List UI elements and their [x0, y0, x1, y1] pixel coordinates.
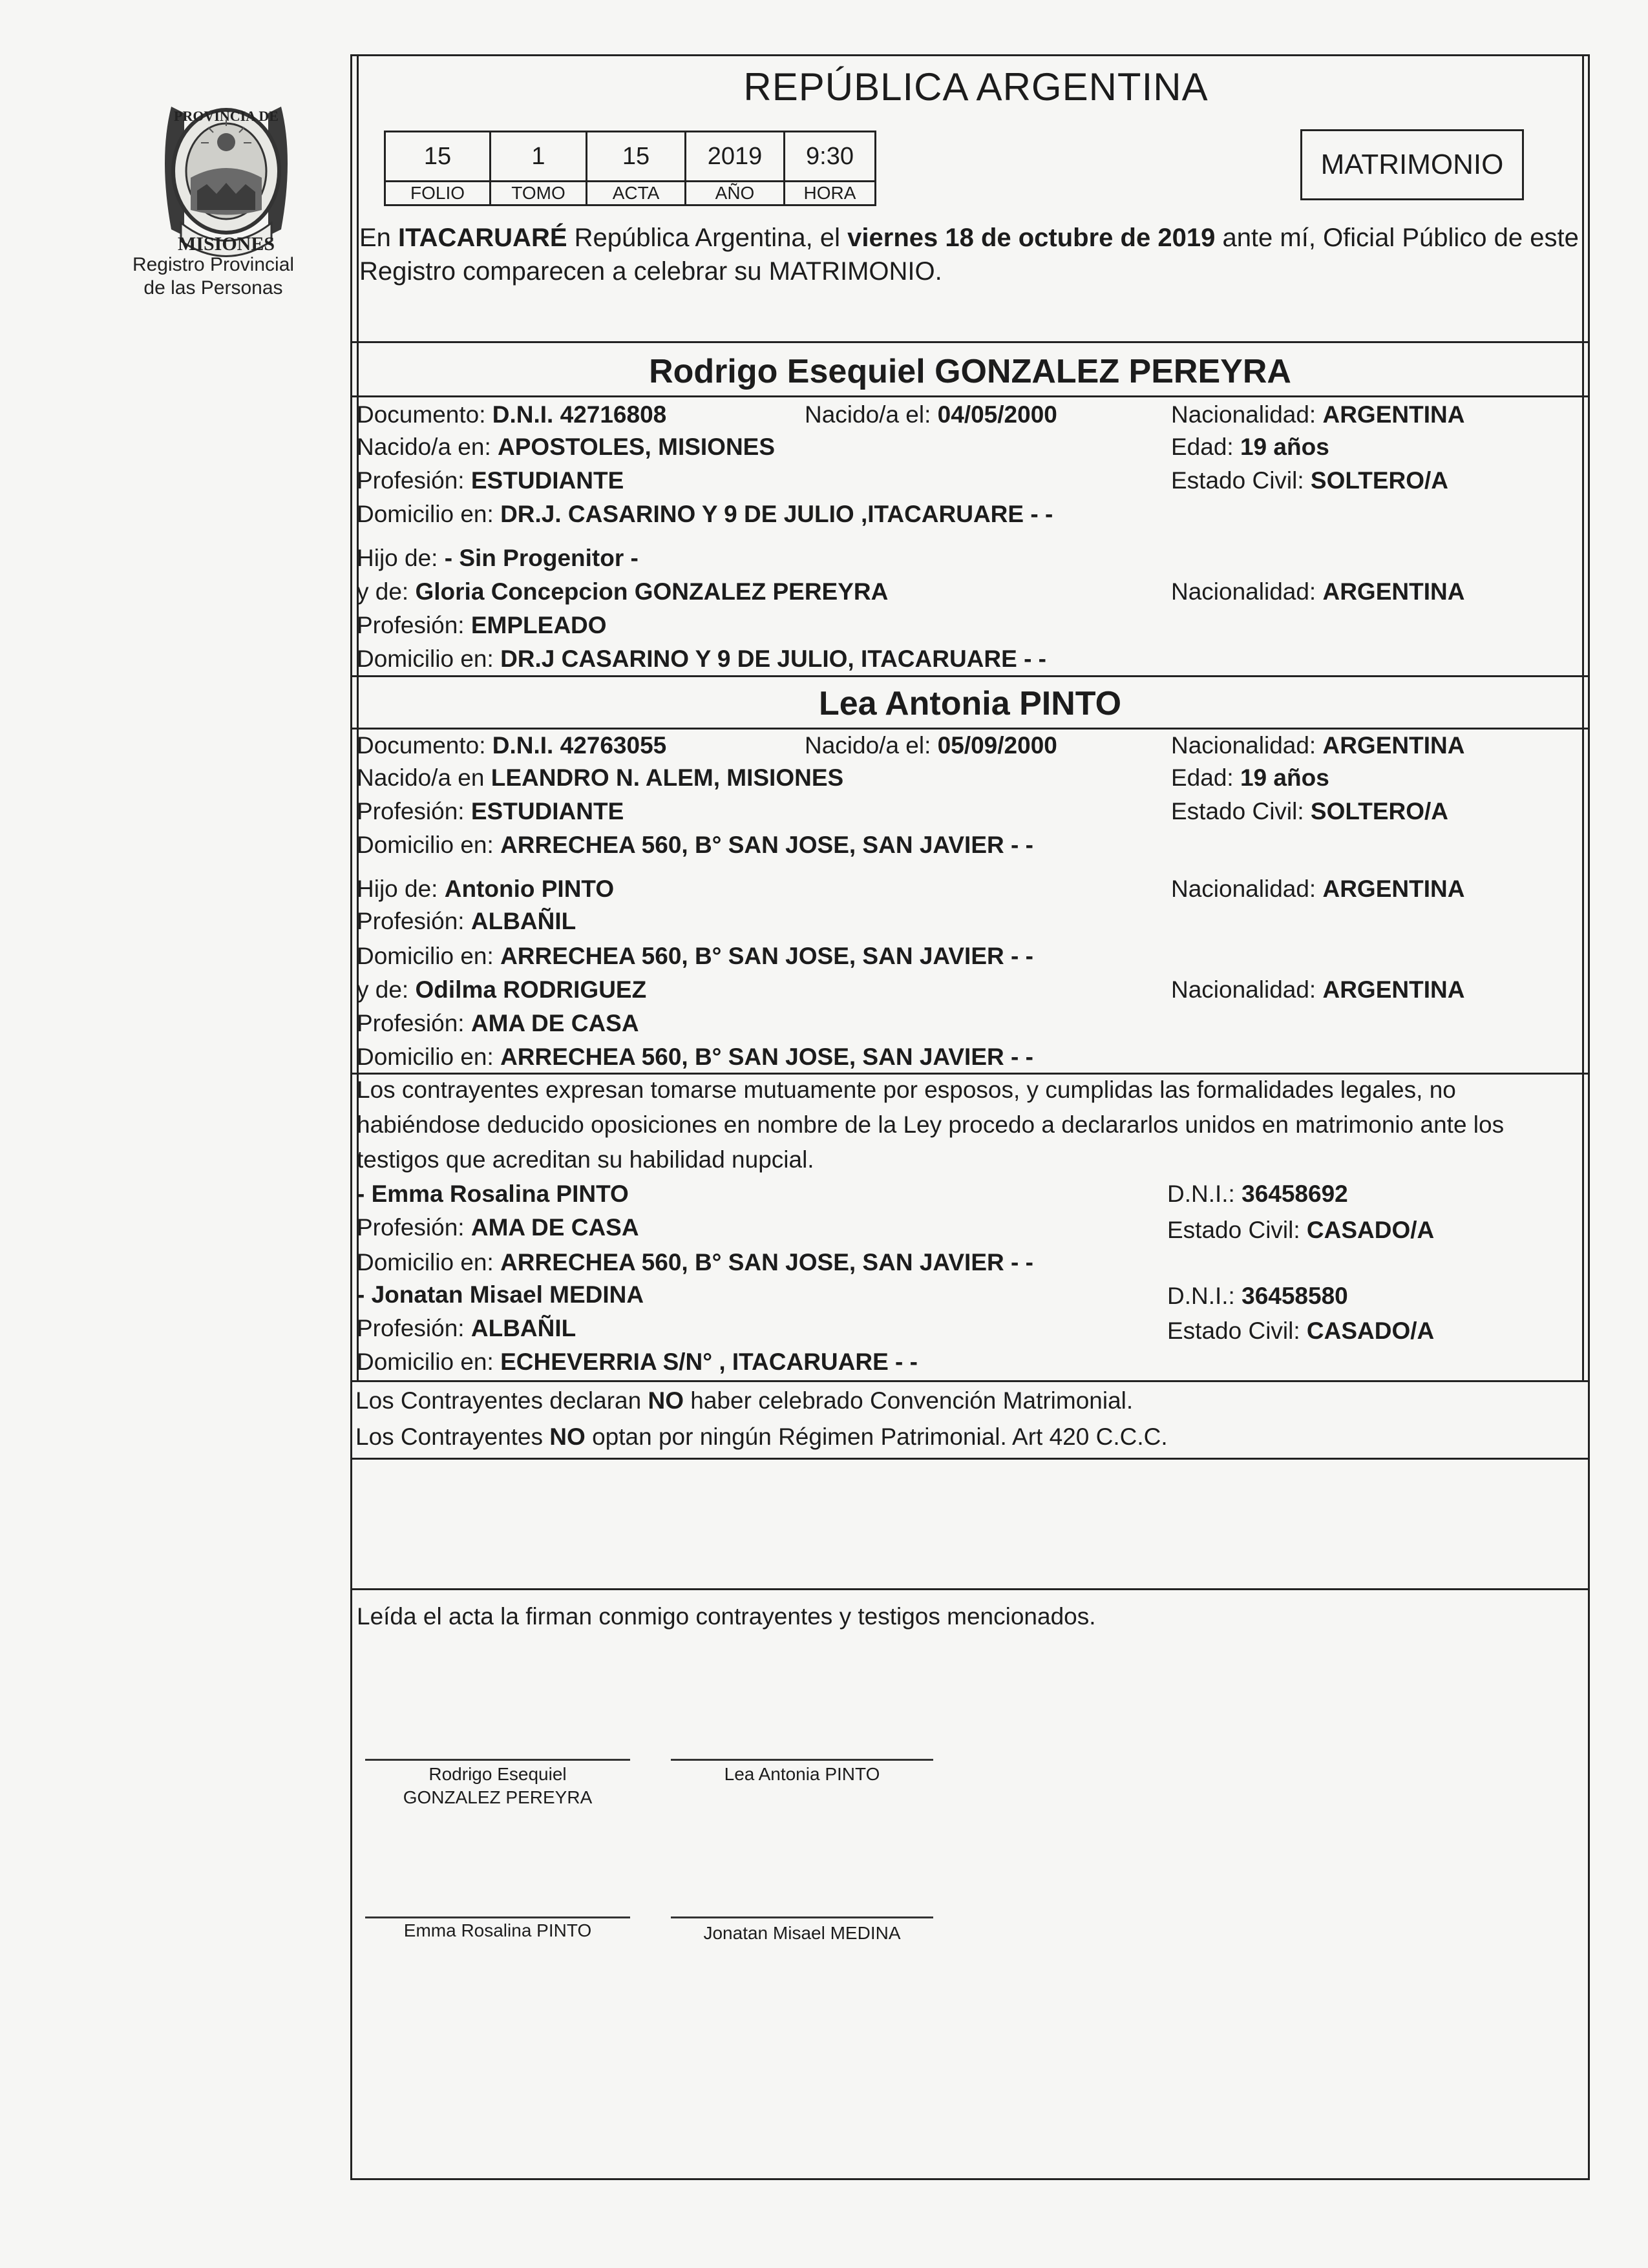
- field-value: D.N.I. 42763055: [492, 732, 667, 759]
- divider: [352, 341, 1588, 343]
- field-label: Profesión:: [357, 1214, 471, 1241]
- field-label: Nacido/a en: [357, 764, 491, 791]
- spouse1-age: [1171, 433, 1329, 461]
- record-reference-table: [384, 131, 876, 206]
- spouse1-mother-profession: [357, 611, 607, 640]
- regime-statement: [355, 1423, 1168, 1451]
- signature-line: [365, 1759, 630, 1761]
- field-label: Estado Civil:: [1167, 1318, 1307, 1344]
- witness2-name: - Jonatan Misael MEDINA: [357, 1281, 644, 1308]
- field-value: APOSTOLES, MISIONES: [498, 434, 776, 460]
- closing-statement: Leída el acta la firman conmigo contrayentes y testigos mencionados.: [357, 1603, 1096, 1630]
- field-label: y de:: [357, 976, 416, 1003]
- registry-name: [103, 253, 323, 300]
- spouse2-civil-status: [1171, 797, 1448, 826]
- spouse1-civil-status: [1171, 467, 1448, 495]
- regime-text: Los Contrayentes: [355, 1423, 550, 1450]
- field-label: Documento:: [357, 732, 492, 759]
- field-value: Antonio PINTO: [444, 876, 615, 902]
- field-value: LEANDRO N. ALEM, MISIONES: [491, 764, 844, 791]
- field-value: ARRECHEA 560, B° SAN JOSE, SAN JAVIER - -: [500, 943, 1033, 969]
- field-value: - Sin Progenitor -: [444, 545, 639, 571]
- field-value: Gloria Concepcion GONZALEZ PEREYRA: [415, 578, 889, 605]
- spouse1-document: [357, 401, 666, 429]
- field-label: Domicilio en:: [357, 1044, 501, 1070]
- spouse2-mother: [357, 976, 646, 1004]
- record-type-box: MATRIMONIO: [1300, 129, 1524, 200]
- field-value: 36458692: [1241, 1181, 1348, 1207]
- field-value: 36458580: [1241, 1283, 1348, 1309]
- registry-name-line1: Registro Provincial: [132, 254, 295, 275]
- field-label: Profesión:: [357, 908, 471, 934]
- spouse2-nationality: [1171, 731, 1464, 760]
- acta-value: 15: [587, 132, 686, 182]
- divider: [352, 728, 1588, 730]
- spouse1-mother: [357, 578, 888, 606]
- field-value: DR.J CASARINO Y 9 DE JULIO, ITACARUARE - -: [500, 646, 1047, 672]
- field-label: Estado Civil:: [1171, 798, 1311, 824]
- divider: [352, 675, 1588, 677]
- spouse1-name: Rodrigo Esequiel GONZALEZ PEREYRA: [649, 353, 1291, 390]
- divider: [352, 395, 1588, 397]
- signature-caption-spouse2: Lea Antonia PINTO: [724, 1764, 880, 1784]
- acta-label: ACTA: [587, 182, 686, 205]
- field-value: SOLTERO/A: [1310, 467, 1449, 494]
- seal-text-top: PROVINCIA DE: [174, 108, 279, 124]
- spouse1-mother-address: [357, 645, 1046, 673]
- field-label: Nacionalidad:: [1171, 876, 1323, 902]
- seal-text-bottom: MISIONES: [177, 233, 275, 255]
- witness1-dni: [1167, 1180, 1348, 1208]
- witness2-civil-status: [1167, 1317, 1434, 1345]
- spouse1-address: [357, 500, 1053, 529]
- convention-emphasis: NO: [648, 1387, 684, 1414]
- spouse2-father-address: [357, 942, 1033, 971]
- witness1-civil-status: [1167, 1216, 1434, 1244]
- divider: [352, 1588, 1588, 1590]
- intro-place: ITACARUARÉ: [398, 224, 567, 252]
- field-label: Nacido/a el:: [805, 732, 938, 759]
- field-label: Profesión:: [357, 1315, 471, 1341]
- field-value: ARGENTINA: [1322, 976, 1465, 1003]
- signature-caption-spouse1: [352, 1763, 643, 1809]
- field-value: ALBAÑIL: [470, 908, 576, 934]
- spouse1-mother-nationality: [1171, 578, 1464, 606]
- field-label: Estado Civil:: [1171, 467, 1311, 494]
- convention-text: Los Contrayentes declaran: [355, 1387, 648, 1414]
- divider: [352, 1380, 1588, 1382]
- field-value: 05/09/2000: [937, 732, 1057, 759]
- signature-line: [365, 1916, 630, 1918]
- witness2-address: [357, 1348, 918, 1376]
- convention-text: haber celebrado Convención Matrimonial.: [684, 1387, 1134, 1414]
- field-value: ARGENTINA: [1322, 732, 1465, 759]
- signature-caption-line: GONZALEZ PEREYRA: [403, 1787, 593, 1807]
- field-value: AMA DE CASA: [470, 1214, 639, 1241]
- divider: [352, 1458, 1588, 1460]
- field-label: Nacionalidad:: [1171, 578, 1323, 605]
- witness1-profession: [357, 1213, 639, 1242]
- intro-paragraph: [359, 221, 1587, 288]
- spouse2-profession: [357, 797, 624, 826]
- spouse2-father: [357, 875, 614, 903]
- field-label: Documento:: [357, 401, 492, 428]
- field-value: 19 años: [1240, 434, 1329, 460]
- spouse1-birthplace: [357, 433, 775, 461]
- field-value: ARRECHEA 560, B° SAN JOSE, SAN JAVIER - -: [500, 1249, 1033, 1276]
- field-label: Edad:: [1171, 434, 1240, 460]
- field-label: Domicilio en:: [357, 1349, 501, 1375]
- anio-value: 2019: [686, 132, 785, 182]
- vows-paragraph: Los contrayentes expresan tomarse mutuamente por esposos, y cumplidas las formalidades legales, no habiéndose deducido oposiciones en nombre de la Ley procedo a declararlos unidos en matrimonio ante los testigos que acreditan su habilidad nupcial.: [357, 1076, 1505, 1173]
- field-value: EMPLEADO: [470, 612, 607, 638]
- spouse1-birthdate: [805, 401, 1057, 429]
- witness2-dni: [1167, 1282, 1348, 1310]
- hora-value: 9:30: [785, 132, 876, 182]
- folio-value: 15: [385, 132, 491, 182]
- field-value: ARGENTINA: [1322, 578, 1465, 605]
- field-value: ARGENTINA: [1322, 401, 1465, 428]
- spouse2-birthplace: [357, 764, 843, 792]
- intro-date: viernes 18 de octubre de 2019: [847, 224, 1216, 252]
- spouse2-age: [1171, 764, 1329, 792]
- field-label: Nacionalidad:: [1171, 732, 1323, 759]
- field-label: Hijo de:: [357, 545, 445, 571]
- field-label: Domicilio en:: [357, 501, 501, 527]
- field-value: ALBAÑIL: [470, 1315, 576, 1341]
- field-label: Nacido/a el:: [805, 401, 938, 428]
- field-label: Domicilio en:: [357, 1249, 501, 1276]
- spouse2-mother-address: [357, 1043, 1033, 1071]
- field-value: CASADO/A: [1306, 1217, 1435, 1243]
- country-title: REPÚBLICA ARGENTINA: [743, 65, 1209, 109]
- field-value: 04/05/2000: [937, 401, 1057, 428]
- registry-name-line2: de las Personas: [143, 277, 283, 299]
- signature-caption-witness1: Emma Rosalina PINTO: [403, 1920, 592, 1940]
- spouse1-profession: [357, 467, 624, 495]
- intro-text: En: [359, 224, 399, 252]
- field-value: ESTUDIANTE: [470, 467, 624, 494]
- intro-text: República Argentina, el: [567, 224, 848, 252]
- regime-text: optan por ningún Régimen Patrimonial. Art 420 C.C.C.: [585, 1423, 1168, 1450]
- witness2-profession: [357, 1314, 576, 1343]
- field-value: D.N.I. 42716808: [492, 401, 667, 428]
- field-label: Domicilio en:: [357, 646, 501, 672]
- field-value: DR.J. CASARINO Y 9 DE JULIO ,ITACARUARE - -: [500, 501, 1053, 527]
- signature-caption-witness2: Jonatan Misael MEDINA: [703, 1923, 901, 1943]
- spouse2-name: Lea Antonia PINTO: [818, 685, 1122, 722]
- field-label: D.N.I.:: [1167, 1283, 1242, 1309]
- field-label: Profesión:: [357, 612, 471, 638]
- intro-text: ante mí, Oficial Público de este Registro comparecen a celebrar su MATRIMONIO.: [359, 224, 1579, 286]
- field-value: ESTUDIANTE: [470, 798, 624, 824]
- convention-statement: [355, 1387, 1133, 1415]
- field-value: AMA DE CASA: [470, 1010, 639, 1036]
- spouse2-address: [357, 831, 1033, 859]
- signature-line: [671, 1759, 933, 1761]
- field-value: SOLTERO/A: [1310, 798, 1449, 824]
- field-value: Odilma RODRIGUEZ: [415, 976, 647, 1003]
- field-label: Hijo de:: [357, 876, 445, 902]
- signature-caption-line: Rodrigo Esequiel: [428, 1764, 567, 1784]
- field-label: Profesión:: [357, 1010, 471, 1036]
- spouse2-birthdate: [805, 731, 1057, 760]
- spouse2-mother-profession: [357, 1009, 639, 1038]
- regime-emphasis: NO: [549, 1423, 586, 1450]
- field-value: ARRECHEA 560, B° SAN JOSE, SAN JAVIER - -: [500, 832, 1033, 858]
- field-value: CASADO/A: [1306, 1318, 1435, 1344]
- field-label: Nacido/a en:: [357, 434, 498, 460]
- spouse2-document: [357, 731, 666, 760]
- field-label: Edad:: [1171, 764, 1240, 791]
- field-label: Nacionalidad:: [1171, 976, 1323, 1003]
- folio-label: FOLIO: [385, 182, 491, 205]
- anio-label: AÑO: [686, 182, 785, 205]
- field-label: D.N.I.:: [1167, 1181, 1242, 1207]
- hora-label: HORA: [785, 182, 876, 205]
- spouse1-father: [357, 544, 639, 572]
- spouse1-nationality: [1171, 401, 1464, 429]
- signature-line: [671, 1916, 933, 1918]
- spouse2-father-nationality: [1171, 875, 1464, 903]
- field-label: y de:: [357, 578, 416, 605]
- field-label: Nacionalidad:: [1171, 401, 1323, 428]
- field-value: ECHEVERRIA S/N° , ITACARUARE - -: [500, 1349, 918, 1375]
- field-label: Domicilio en:: [357, 943, 501, 969]
- field-label: Profesión:: [357, 798, 471, 824]
- spouse2-mother-nationality: [1171, 976, 1464, 1004]
- witness1-name: - Emma Rosalina PINTO: [357, 1181, 629, 1207]
- field-label: Profesión:: [357, 467, 471, 494]
- witness1-address: [357, 1248, 1033, 1277]
- field-label: Domicilio en:: [357, 832, 501, 858]
- spouse2-father-profession: [357, 907, 576, 936]
- tomo-label: TOMO: [491, 182, 587, 205]
- field-label: Estado Civil:: [1167, 1217, 1307, 1243]
- field-value: ARGENTINA: [1322, 876, 1465, 902]
- field-value: 19 años: [1240, 764, 1329, 791]
- province-seal-logo: [145, 81, 307, 268]
- tomo-value: 1: [491, 132, 587, 182]
- field-value: ARRECHEA 560, B° SAN JOSE, SAN JAVIER - -: [500, 1044, 1033, 1070]
